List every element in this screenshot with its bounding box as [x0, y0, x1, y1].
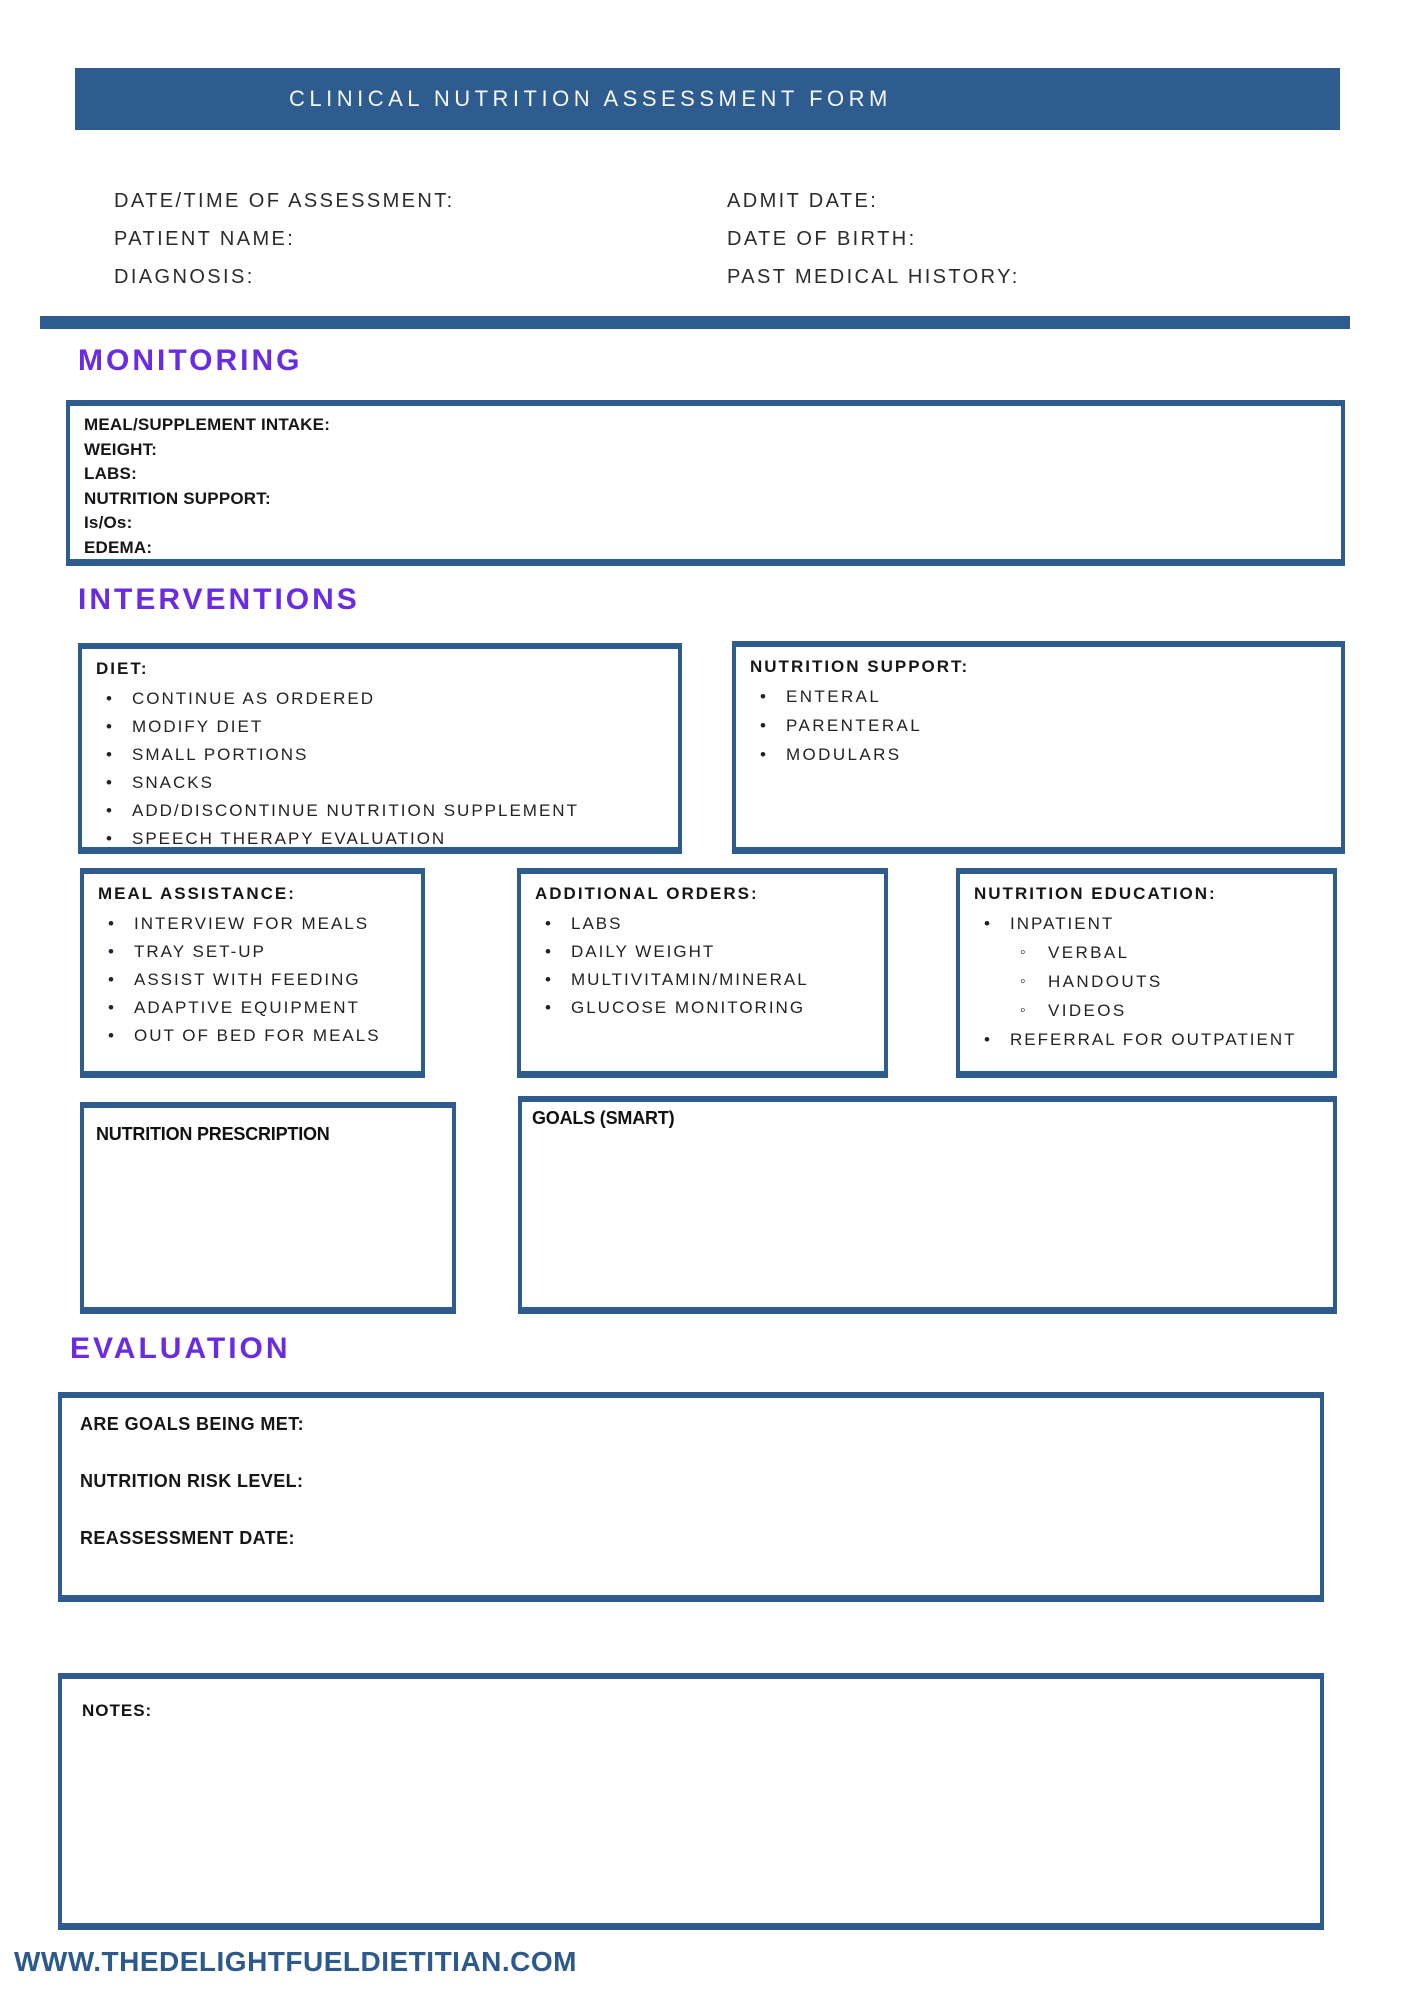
nutrition-education-title: NUTRITION EDUCATION: [974, 884, 1217, 903]
evaluation-box[interactable] [58, 1392, 1324, 1602]
label-past-medical-history: PAST MEDICAL HISTORY: [727, 266, 1020, 288]
list-item: • LABS [535, 913, 870, 934]
monitoring-field-weight: WEIGHT: [84, 439, 158, 459]
nutrition-prescription-label: NUTRITION PRESCRIPTION [96, 1124, 330, 1144]
list-item: • TRAY SET-UP [98, 941, 407, 962]
monitoring-field-labs: LABS: [84, 464, 137, 483]
title-banner [75, 68, 1340, 130]
list-item: • CONTINUE AS ORDERED [96, 688, 664, 709]
diet-title: DIET: [96, 659, 149, 678]
diet-list [96, 688, 664, 849]
list-item: ◦ VERBAL [1014, 942, 1319, 963]
evaluation-heading: EVALUATION [70, 1332, 291, 1365]
form-title: CLINICAL NUTRITION ASSESSMENT FORM [289, 86, 892, 111]
nutrition-prescription-box[interactable] [80, 1102, 456, 1314]
evaluation-field-reassessment-date: REASSESSMENT DATE: [80, 1528, 295, 1548]
nutrition-support-title: NUTRITION SUPPORT: [750, 657, 970, 676]
label-admit-date: ADMIT DATE: [727, 190, 879, 212]
list-item: • ASSIST WITH FEEDING [98, 969, 407, 990]
list-item: • REFERRAL FOR OUTPATIENT [974, 1029, 1319, 1050]
list-item: • ENTERAL [750, 686, 1327, 707]
list-item: • SMALL PORTIONS [96, 744, 664, 765]
meal-assistance-box [80, 868, 425, 1078]
monitoring-field-nutrition-support: NUTRITION SUPPORT: [84, 488, 271, 508]
additional-orders-list [535, 913, 870, 1018]
list-item: ◦ HANDOUTS [1014, 971, 1319, 992]
label-patient-name: PATIENT NAME: [114, 228, 296, 250]
monitoring-heading: MONITORING [78, 344, 303, 377]
goals-label: GOALS (SMART) [532, 1108, 675, 1128]
additional-orders-box [517, 868, 888, 1078]
list-item: • OUT OF BED FOR MEALS [98, 1025, 407, 1046]
list-item: • MULTIVITAMIN/MINERAL [535, 969, 870, 990]
list-item: • SPEECH THERAPY EVALUATION [96, 828, 664, 849]
list-item: • GLUCOSE MONITORING [535, 997, 870, 1018]
nutrition-education-list-2 [974, 1029, 1319, 1050]
list-item: • INPATIENT [974, 913, 1319, 934]
label-assessment-datetime: DATE/TIME OF ASSESSMENT: [114, 190, 455, 212]
notes-box[interactable] [58, 1673, 1324, 1930]
goals-box[interactable] [518, 1096, 1337, 1314]
label-diagnosis: DIAGNOSIS: [114, 266, 255, 288]
footer-website-url: WWW.THEDELIGHTFUELDIETITIAN.COM [14, 1946, 577, 1977]
diet-box [78, 643, 682, 854]
monitoring-field-is-os: Is/Os: [84, 513, 133, 532]
list-item: • DAILY WEIGHT [535, 941, 870, 962]
list-item: • MODIFY DIET [96, 716, 664, 737]
list-item: • PARENTERAL [750, 715, 1327, 736]
monitoring-box[interactable] [66, 400, 1345, 566]
interventions-heading: INTERVENTIONS [78, 583, 360, 616]
list-item: • MODULARS [750, 744, 1327, 765]
nutrition-support-list [750, 686, 1327, 765]
meal-assistance-title: MEAL ASSISTANCE: [98, 884, 296, 903]
list-item: ◦ VIDEOS [1014, 1000, 1319, 1021]
nutrition-education-box [956, 868, 1337, 1078]
notes-label: NOTES: [82, 1701, 153, 1720]
section-divider-bar [40, 316, 1350, 329]
list-item: • INTERVIEW FOR MEALS [98, 913, 407, 934]
list-item: • ADAPTIVE EQUIPMENT [98, 997, 407, 1018]
monitoring-field-meal-supplement-intake: MEAL/SUPPLEMENT INTAKE: [84, 415, 331, 434]
list-item: • ADD/DISCONTINUE NUTRITION SUPPLEMENT [96, 800, 664, 821]
monitoring-field-edema: EDEMA: [84, 537, 153, 557]
nutrition-education-list [974, 913, 1319, 934]
list-item: • SNACKS [96, 772, 664, 793]
additional-orders-title: ADDITIONAL ORDERS: [535, 884, 759, 903]
evaluation-field-nutrition-risk-level: NUTRITION RISK LEVEL: [80, 1471, 304, 1491]
evaluation-field-goals-met: ARE GOALS BEING MET: [80, 1414, 305, 1434]
label-date-of-birth: DATE OF BIRTH: [727, 228, 917, 250]
inpatient-sub-list [1014, 942, 1319, 1021]
nutrition-support-box [732, 641, 1345, 854]
meal-assistance-list [98, 913, 407, 1046]
